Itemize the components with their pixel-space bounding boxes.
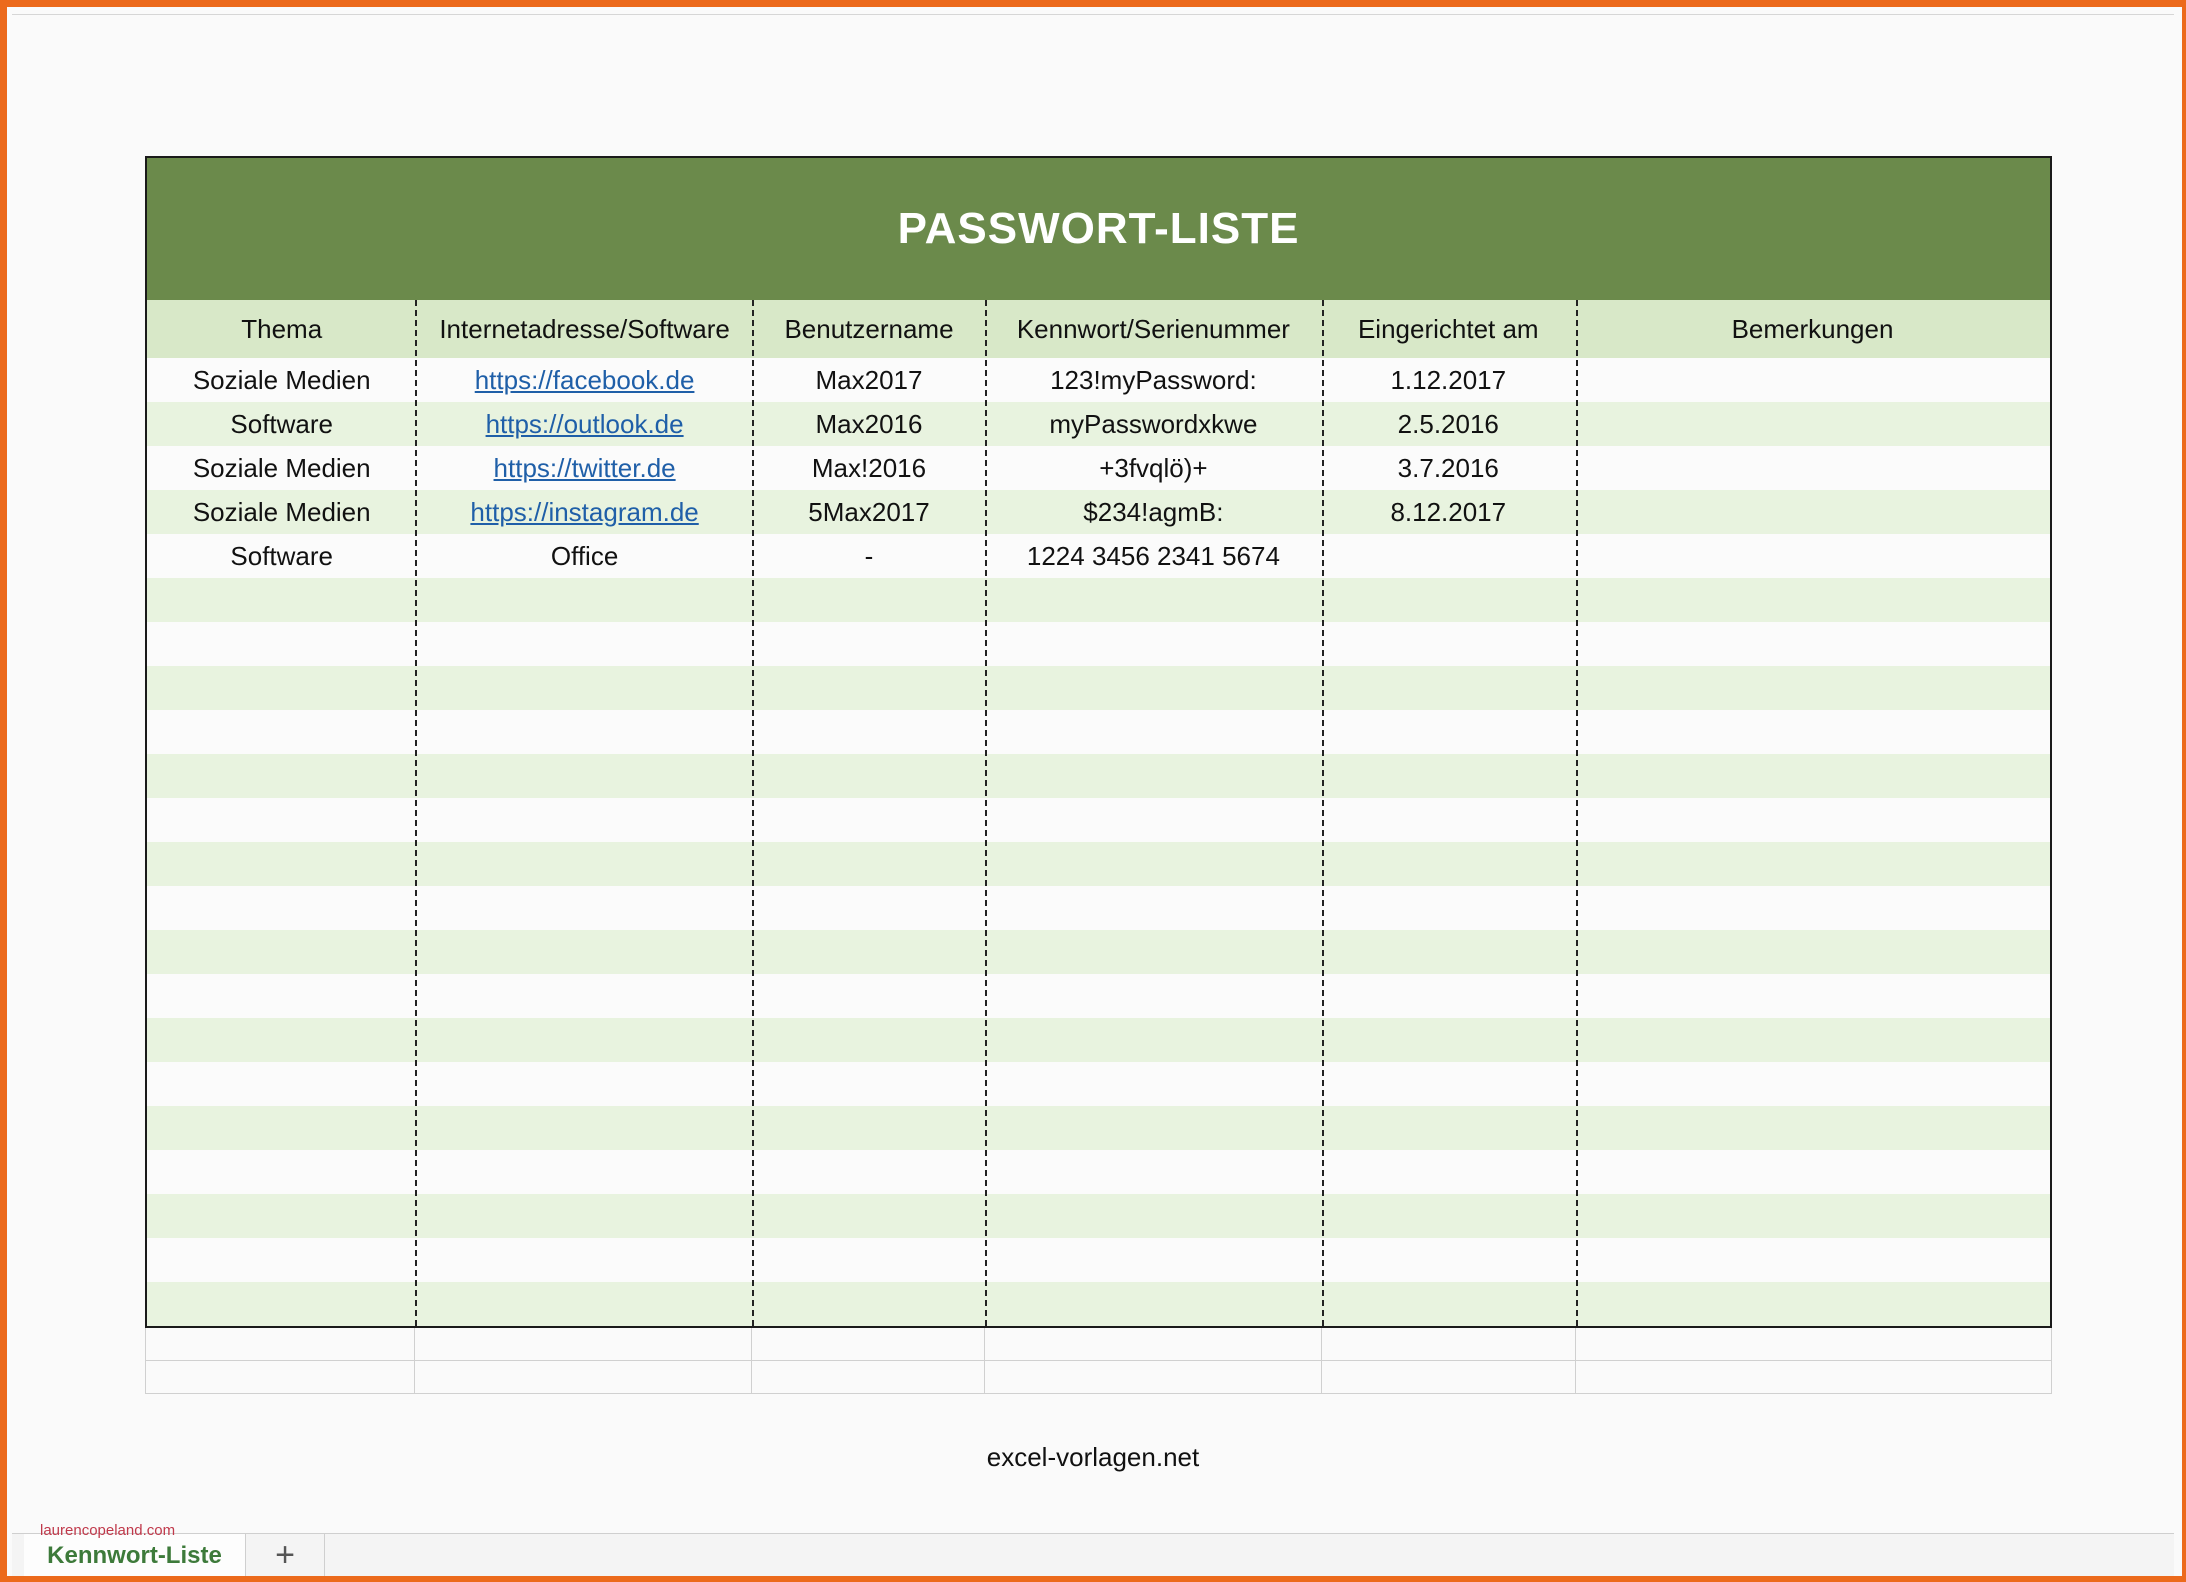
table-cell[interactable] xyxy=(1575,446,2050,490)
column-header: Bemerkungen xyxy=(1731,313,1894,344)
table-cell[interactable] xyxy=(1322,1062,1575,1106)
table-cell[interactable] xyxy=(985,1062,1321,1106)
column-header: Eingerichtet am xyxy=(1357,313,1539,344)
column-divider xyxy=(1322,300,1324,1326)
grid-cell[interactable] xyxy=(1576,1361,2052,1393)
sheet-tab-kennwort-liste[interactable]: Kennwort-Liste xyxy=(24,1534,246,1577)
table-cell[interactable] xyxy=(1575,886,2050,930)
table-cell[interactable] xyxy=(753,1282,986,1326)
grid-cell[interactable] xyxy=(1576,1328,2052,1360)
table-cell[interactable] xyxy=(1575,1282,2050,1326)
top-divider xyxy=(12,14,2174,15)
table-cell[interactable]: Software xyxy=(230,540,334,571)
table-cell[interactable]: Soziale Medien xyxy=(192,364,371,395)
table-cell[interactable] xyxy=(1575,930,2050,974)
table-title: PASSWORT-LISTE xyxy=(147,158,2050,300)
table-row xyxy=(147,1062,2050,1106)
table-cell[interactable] xyxy=(1575,358,2050,402)
table-cell[interactable] xyxy=(147,1106,416,1150)
table-cell[interactable] xyxy=(147,798,416,842)
table-cell[interactable]: 3.7.2016 xyxy=(1397,452,1499,483)
table-cell[interactable] xyxy=(147,1282,416,1326)
table-cell[interactable] xyxy=(416,930,752,974)
table-cell[interactable] xyxy=(753,666,986,710)
table-cell[interactable] xyxy=(753,710,986,754)
table-cell[interactable]: 5Max2017 xyxy=(808,496,930,527)
table-row xyxy=(147,1106,2050,1150)
table-cell[interactable] xyxy=(1322,798,1575,842)
table-cell[interactable] xyxy=(753,1106,986,1150)
table-cell[interactable] xyxy=(753,974,986,1018)
table-cell[interactable]: Max!2016 xyxy=(811,452,927,483)
table-cell[interactable] xyxy=(416,1062,752,1106)
table-cell[interactable] xyxy=(147,1238,416,1282)
table-cell[interactable] xyxy=(147,842,416,886)
table-cell[interactable]: Soziale Medien xyxy=(192,496,371,527)
table-cell[interactable] xyxy=(416,666,752,710)
table-cell[interactable]: 123!myPassword: xyxy=(1050,364,1257,395)
table-cell[interactable] xyxy=(753,1018,986,1062)
table-row xyxy=(147,534,2050,578)
table-cell[interactable] xyxy=(1322,930,1575,974)
table-cell[interactable] xyxy=(416,842,752,886)
table-cell[interactable] xyxy=(416,710,752,754)
table-cell[interactable] xyxy=(753,1150,986,1194)
table-row xyxy=(147,930,2050,974)
table-cell[interactable] xyxy=(1322,1150,1575,1194)
table-cell[interactable] xyxy=(147,578,416,622)
table-cell[interactable] xyxy=(985,1106,1321,1150)
table-cell[interactable] xyxy=(416,1150,752,1194)
grid-cell[interactable] xyxy=(415,1328,752,1360)
table-row xyxy=(147,578,2050,622)
watermark: laurencopeland.com xyxy=(40,1522,176,1539)
table-cell[interactable] xyxy=(416,446,752,490)
table-cell[interactable]: 8.12.2017 xyxy=(1390,496,1507,527)
table-cell[interactable] xyxy=(1575,974,2050,1018)
url-link[interactable]: https://outlook.de xyxy=(485,408,684,439)
table-cell[interactable] xyxy=(1322,974,1575,1018)
table-cell[interactable] xyxy=(147,710,416,754)
table-cell[interactable] xyxy=(416,490,752,534)
table-cell[interactable] xyxy=(753,798,986,842)
spreadsheet xyxy=(145,156,2052,1394)
table-row xyxy=(147,974,2050,1018)
column-divider xyxy=(1576,300,1578,1326)
table-cell[interactable] xyxy=(1575,1238,2050,1282)
table-cell[interactable]: - xyxy=(864,540,874,571)
table-cell[interactable] xyxy=(147,622,416,666)
column-header: Thema xyxy=(241,313,323,344)
table-cell[interactable] xyxy=(416,1106,752,1150)
table-cell[interactable] xyxy=(416,798,752,842)
table-cell[interactable] xyxy=(1575,710,2050,754)
table-cell[interactable]: Office xyxy=(550,540,619,571)
table-cell[interactable] xyxy=(985,710,1321,754)
table-cell[interactable] xyxy=(985,798,1321,842)
table-cell[interactable]: $234!agmB: xyxy=(1083,496,1224,527)
table-cell[interactable]: Software xyxy=(230,408,334,439)
grid-row xyxy=(145,1328,2052,1361)
table-cell[interactable] xyxy=(416,1238,752,1282)
table-cell[interactable] xyxy=(753,930,986,974)
table-cell[interactable] xyxy=(753,886,986,930)
table-cell[interactable] xyxy=(1322,1194,1575,1238)
table-cell[interactable] xyxy=(147,1194,416,1238)
table-cell[interactable] xyxy=(147,754,416,798)
table-cell[interactable] xyxy=(985,1018,1321,1062)
table-cell[interactable] xyxy=(985,842,1321,886)
table-cell[interactable] xyxy=(147,1150,416,1194)
table-cell[interactable] xyxy=(1575,402,2050,446)
table-cell[interactable] xyxy=(985,930,1321,974)
table-cell[interactable] xyxy=(1322,534,1575,578)
table-cell[interactable] xyxy=(1322,1238,1575,1282)
grid-cell[interactable] xyxy=(985,1328,1322,1360)
table-cell[interactable] xyxy=(416,1282,752,1326)
table-body xyxy=(147,358,2050,1326)
table-row xyxy=(147,1282,2050,1326)
url-link[interactable]: https://facebook.de xyxy=(474,364,695,395)
table-cell[interactable] xyxy=(985,1282,1321,1326)
table-row xyxy=(147,1018,2050,1062)
grid-cell[interactable] xyxy=(1322,1361,1576,1393)
table-row xyxy=(147,754,2050,798)
table-cell[interactable] xyxy=(147,666,416,710)
table-cell[interactable] xyxy=(416,1018,752,1062)
table-cell[interactable]: +3fvqlö)+ xyxy=(1099,452,1208,483)
table-cell[interactable] xyxy=(753,1062,986,1106)
table-cell[interactable] xyxy=(985,622,1321,666)
grid-cell[interactable] xyxy=(145,1328,415,1360)
table-row xyxy=(147,402,2050,446)
table-cell[interactable] xyxy=(753,1238,986,1282)
add-sheet-button[interactable]: + xyxy=(246,1534,325,1577)
table-row xyxy=(147,710,2050,754)
table-cell[interactable]: 1224 3456 2341 5674 xyxy=(1026,540,1280,571)
table-cell[interactable] xyxy=(985,754,1321,798)
grid-cell[interactable] xyxy=(985,1361,1322,1393)
table-cell[interactable] xyxy=(416,358,752,402)
grid-cell[interactable] xyxy=(415,1361,752,1393)
grid-cell[interactable] xyxy=(752,1361,985,1393)
table-row xyxy=(147,490,2050,534)
table-cell[interactable] xyxy=(147,1018,416,1062)
table-cell[interactable] xyxy=(147,1062,416,1106)
password-table xyxy=(145,156,2052,1328)
table-cell[interactable] xyxy=(1322,886,1575,930)
table-cell[interactable]: 2.5.2016 xyxy=(1397,408,1499,439)
table-cell[interactable] xyxy=(1322,1106,1575,1150)
column-header: Internetadresse/Software xyxy=(439,313,730,344)
blank-grid-rows xyxy=(145,1328,2052,1394)
table-cell[interactable] xyxy=(1575,1194,2050,1238)
table-cell[interactable] xyxy=(1575,534,2050,578)
table-cell[interactable] xyxy=(985,578,1321,622)
table-row xyxy=(147,446,2050,490)
table-cell[interactable] xyxy=(1322,842,1575,886)
table-cell[interactable] xyxy=(416,974,752,1018)
table-cell[interactable] xyxy=(753,754,986,798)
table-cell[interactable] xyxy=(1575,1062,2050,1106)
column-divider xyxy=(415,300,417,1326)
table-cell[interactable] xyxy=(1575,622,2050,666)
table-cell[interactable]: 1.12.2017 xyxy=(1390,364,1507,395)
table-cell[interactable] xyxy=(985,974,1321,1018)
table-cell[interactable] xyxy=(1575,1150,2050,1194)
table-cell[interactable] xyxy=(1575,842,2050,886)
column-header: Kennwort/Serienummer xyxy=(1016,313,1290,344)
header-row xyxy=(147,300,2050,358)
grid-cell[interactable] xyxy=(145,1361,415,1393)
table-cell[interactable] xyxy=(1575,1018,2050,1062)
table-cell[interactable]: Max2016 xyxy=(815,408,923,439)
table-cell[interactable] xyxy=(1322,578,1575,622)
table-cell[interactable] xyxy=(1575,578,2050,622)
table-cell[interactable] xyxy=(985,666,1321,710)
table-cell[interactable] xyxy=(985,1194,1321,1238)
table-row xyxy=(147,1238,2050,1282)
footer-credit: excel-vorlagen.net xyxy=(986,1442,1200,1472)
table-cell[interactable] xyxy=(147,886,416,930)
table-cell[interactable] xyxy=(1322,622,1575,666)
grid-cell[interactable] xyxy=(752,1328,985,1360)
table-cell[interactable]: Max2017 xyxy=(815,364,923,395)
sheet-tab-bar xyxy=(12,1533,2174,1577)
table-row xyxy=(147,358,2050,402)
table-cell[interactable] xyxy=(1322,754,1575,798)
table-cell[interactable] xyxy=(1322,710,1575,754)
grid-cell[interactable] xyxy=(1322,1328,1576,1360)
table-cell[interactable] xyxy=(753,622,986,666)
table-row xyxy=(147,798,2050,842)
table-cell[interactable] xyxy=(1575,490,2050,534)
table-cell[interactable] xyxy=(1575,754,2050,798)
table-cell[interactable] xyxy=(416,402,752,446)
table-cell[interactable] xyxy=(416,754,752,798)
table-row xyxy=(147,1194,2050,1238)
table-cell[interactable] xyxy=(985,1150,1321,1194)
column-header: Benutzername xyxy=(784,313,954,344)
table-cell[interactable] xyxy=(753,578,986,622)
column-divider xyxy=(985,300,987,1326)
grid-row xyxy=(145,1361,2052,1394)
table-cell[interactable] xyxy=(753,1194,986,1238)
table-row xyxy=(147,1150,2050,1194)
table-cell[interactable] xyxy=(985,1238,1321,1282)
table-cell[interactable] xyxy=(416,578,752,622)
table-cell[interactable] xyxy=(985,886,1321,930)
table-cell[interactable] xyxy=(753,842,986,886)
table-cell[interactable] xyxy=(1575,798,2050,842)
table-cell[interactable] xyxy=(1575,1106,2050,1150)
table-cell[interactable] xyxy=(147,930,416,974)
table-cell[interactable] xyxy=(416,1194,752,1238)
table-cell[interactable] xyxy=(416,886,752,930)
table-row xyxy=(147,666,2050,710)
table-cell[interactable]: myPasswordxkwe xyxy=(1049,408,1258,439)
table-cell[interactable] xyxy=(147,974,416,1018)
table-cell[interactable] xyxy=(1322,1018,1575,1062)
table-cell[interactable] xyxy=(1322,1282,1575,1326)
table-cell[interactable]: Soziale Medien xyxy=(192,452,371,483)
table-cell[interactable] xyxy=(416,622,752,666)
table-row xyxy=(147,886,2050,930)
url-link[interactable]: https://instagram.de xyxy=(470,496,699,527)
table-cell[interactable] xyxy=(1575,666,2050,710)
url-link[interactable]: https://twitter.de xyxy=(493,452,676,483)
table-row xyxy=(147,622,2050,666)
table-row xyxy=(147,842,2050,886)
column-divider xyxy=(752,300,754,1326)
table-cell[interactable] xyxy=(1322,666,1575,710)
